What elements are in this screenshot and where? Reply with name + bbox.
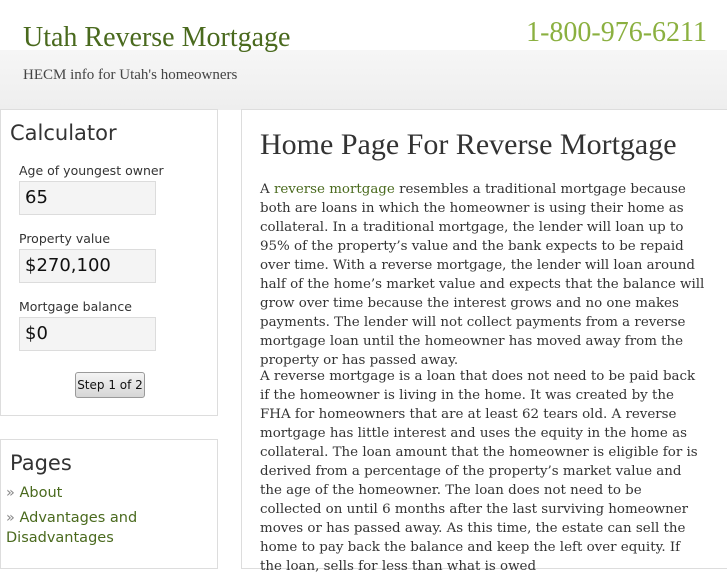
main-content bbox=[241, 109, 727, 574]
phone-number[interactable]: 1-800-976-6211 bbox=[526, 17, 707, 48]
bullet-icon: » bbox=[6, 485, 15, 501]
mortgage-balance-input[interactable]: $0 bbox=[19, 317, 156, 351]
mortgage-balance-label: Mortgage balance bbox=[19, 299, 132, 314]
second-paragraph: A reverse mortgage is a loan that does not need to be paid back if the homeowner is living in the home. It was created by the FHA for homeowners that are at least 62 tears old. A reverse mortgage has little interest and uses the equity in the home as collateral. The loan amount that the homeowner is eligible for is derived from a percentage of the property’s market value and the age of the homeowner. The loan does not need to be collected on until 6 months after the last surviving homeowner moves or has passed away. As this time, the estate can sell the home to pay back the balance and keep the left over equity. If the loan, sells for less than what is owed bbox=[260, 369, 698, 574]
page-link-advantages[interactable] bbox=[6, 508, 206, 548]
bullet-icon: » bbox=[6, 510, 15, 526]
reverse-mortgage-link[interactable]: reverse mortgage bbox=[273, 182, 395, 197]
pages-panel bbox=[0, 439, 218, 569]
property-value-label: Property value bbox=[19, 231, 111, 246]
paragraph-text: resembles a traditional mortgage because both are loans in which the homeowner is using their home as collateral. In a traditional mortgage, the lender will loan up to 95% of the property’s value and the bank expects to be repaid over time. With a reverse mortgage, the lender will loan around half of the home’s market value and expects that the balance will grow over time because the interest grows and no one makes payments. The lender will not collect payments from a reverse mortgage loan until the homeowner has moved away from the property or has passed away. bbox=[260, 182, 705, 368]
page-heading: Home Page For Reverse Mortgage bbox=[260, 128, 677, 161]
intro-paragraph bbox=[260, 180, 706, 370]
page-link-label[interactable]: About bbox=[19, 485, 63, 501]
site-title[interactable]: Utah Reverse Mortgage bbox=[23, 22, 291, 53]
property-value-input[interactable]: $270,100 bbox=[19, 249, 156, 283]
calculator-title: Calculator bbox=[10, 121, 117, 145]
page-link-label[interactable]: Advantages and Disadvantages bbox=[6, 510, 138, 546]
age-label: Age of youngest owner bbox=[19, 163, 164, 178]
site-tagline: HECM info for Utah's homeowners bbox=[23, 67, 238, 83]
age-input[interactable]: 65 bbox=[19, 181, 156, 215]
calculator-panel bbox=[0, 109, 218, 416]
step-button[interactable]: Step 1 of 2 bbox=[75, 372, 145, 398]
page-link-about[interactable] bbox=[6, 483, 206, 503]
paragraph-text: A bbox=[260, 182, 274, 197]
pages-title: Pages bbox=[10, 451, 72, 475]
